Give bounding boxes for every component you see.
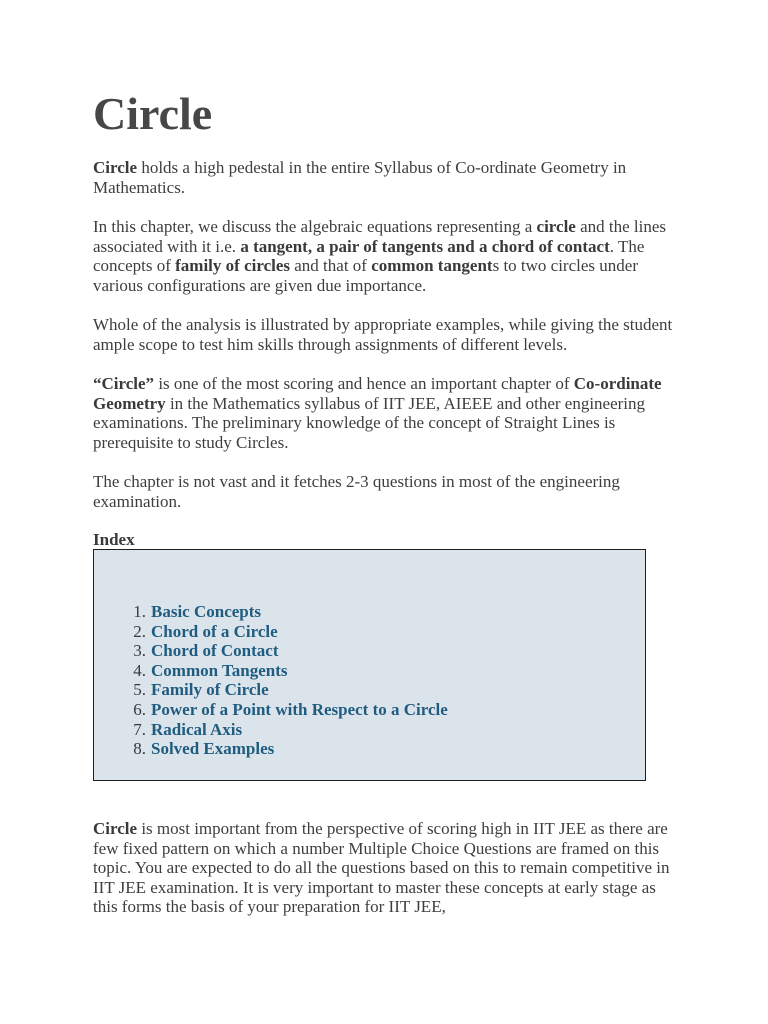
importance-paragraph (93, 374, 678, 452)
index-item (94, 739, 448, 759)
paragraph-text: in the Mathematics syllabus of IIT JEE, AIEEE and other engineering examinations. The preliminary knowledge of the concept of Straight Lines is prerequisite to study Circles. (93, 393, 646, 452)
index-item (94, 700, 448, 720)
index-link-radical-axis[interactable]: Radical Axis (151, 719, 243, 739)
paragraph-text: s to two circles under various configurations are given due importance. (93, 256, 638, 295)
paragraph-text: is one of the most scoring and hence an important chapter of (154, 374, 574, 393)
index-number: 3. (133, 641, 146, 661)
intro-paragraph (93, 158, 678, 197)
index-number: 6. (133, 699, 146, 719)
index-box (93, 549, 646, 781)
bold-text: family of circles (175, 256, 291, 276)
index-link-solved-examples[interactable]: Solved Examples (151, 739, 275, 759)
index-number: 8. (133, 739, 146, 759)
bold-text: a tangent, a pair of tangents and a chord of contact (240, 236, 610, 256)
paragraph-text: Whole of the analysis is illustrated by appropriate examples, while giving the student ample scope to test him skills through assignments of different levels. (93, 315, 673, 354)
bold-text: common tangent (371, 256, 493, 276)
bold-text: Co-ordinate Geometry (93, 374, 662, 413)
index-number: 1. (133, 602, 146, 621)
index-number: 2. (133, 621, 146, 641)
index-link-power-of-a-point[interactable]: Power of a Point with Respect to a Circle (151, 699, 448, 719)
index-number: 4. (133, 660, 146, 680)
index-item (94, 720, 448, 740)
index-link-basic-concepts[interactable]: Basic Concepts (151, 602, 262, 621)
index-link-common-tangents[interactable]: Common Tangents (151, 660, 288, 680)
scope-paragraph (93, 472, 678, 511)
paragraph-text: The chapter is not vast and it fetches 2-3 questions in most of the engineering examination. (93, 472, 620, 511)
index-item (94, 622, 448, 642)
index-link-chord-of-contact[interactable]: Chord of Contact (151, 641, 279, 661)
index-heading: Index (93, 530, 135, 549)
paragraph-text: is most important from the perspective of scoring high in IIT JEE as there are few fixed pattern on which a number Multiple Choice Questions are framed on this topic. You are expected to do all the questions based on this to remain competitive in IIT JEE examination. It is very important to master these concepts at early stage as this forms the basis of your preparation for IIT JEE, (93, 819, 670, 917)
index-link-family-of-circle[interactable]: Family of Circle (151, 680, 269, 700)
index-link-chord-of-a-circle[interactable]: Chord of a Circle (151, 621, 278, 641)
chapter-paragraph (93, 217, 678, 295)
bold-text: Circle (93, 158, 138, 177)
index-item (94, 602, 448, 622)
paragraph-text: and the lines associated with it i.e. (93, 217, 667, 256)
conclusion-paragraph (93, 819, 678, 917)
paragraph-text: . The concepts of (93, 236, 645, 276)
page-title: Circle (93, 88, 213, 139)
paragraph-text: In this chapter, we discuss the algebraic equations representing a (93, 217, 537, 236)
bold-text: Circle (93, 819, 138, 838)
analysis-paragraph (93, 315, 678, 354)
index-list (94, 602, 448, 759)
paragraph-text: and that of (290, 256, 372, 276)
index-item (94, 680, 448, 700)
index-number: 7. (133, 719, 146, 739)
index-item (94, 641, 448, 661)
paragraph-text: holds a high pedestal in the entire Syllabus of Co-ordinate Geometry in Mathematics. (93, 158, 627, 197)
bold-text: circle (536, 217, 576, 236)
bold-text: “Circle” (93, 374, 155, 393)
index-item (94, 661, 448, 681)
index-number: 5. (133, 680, 146, 700)
